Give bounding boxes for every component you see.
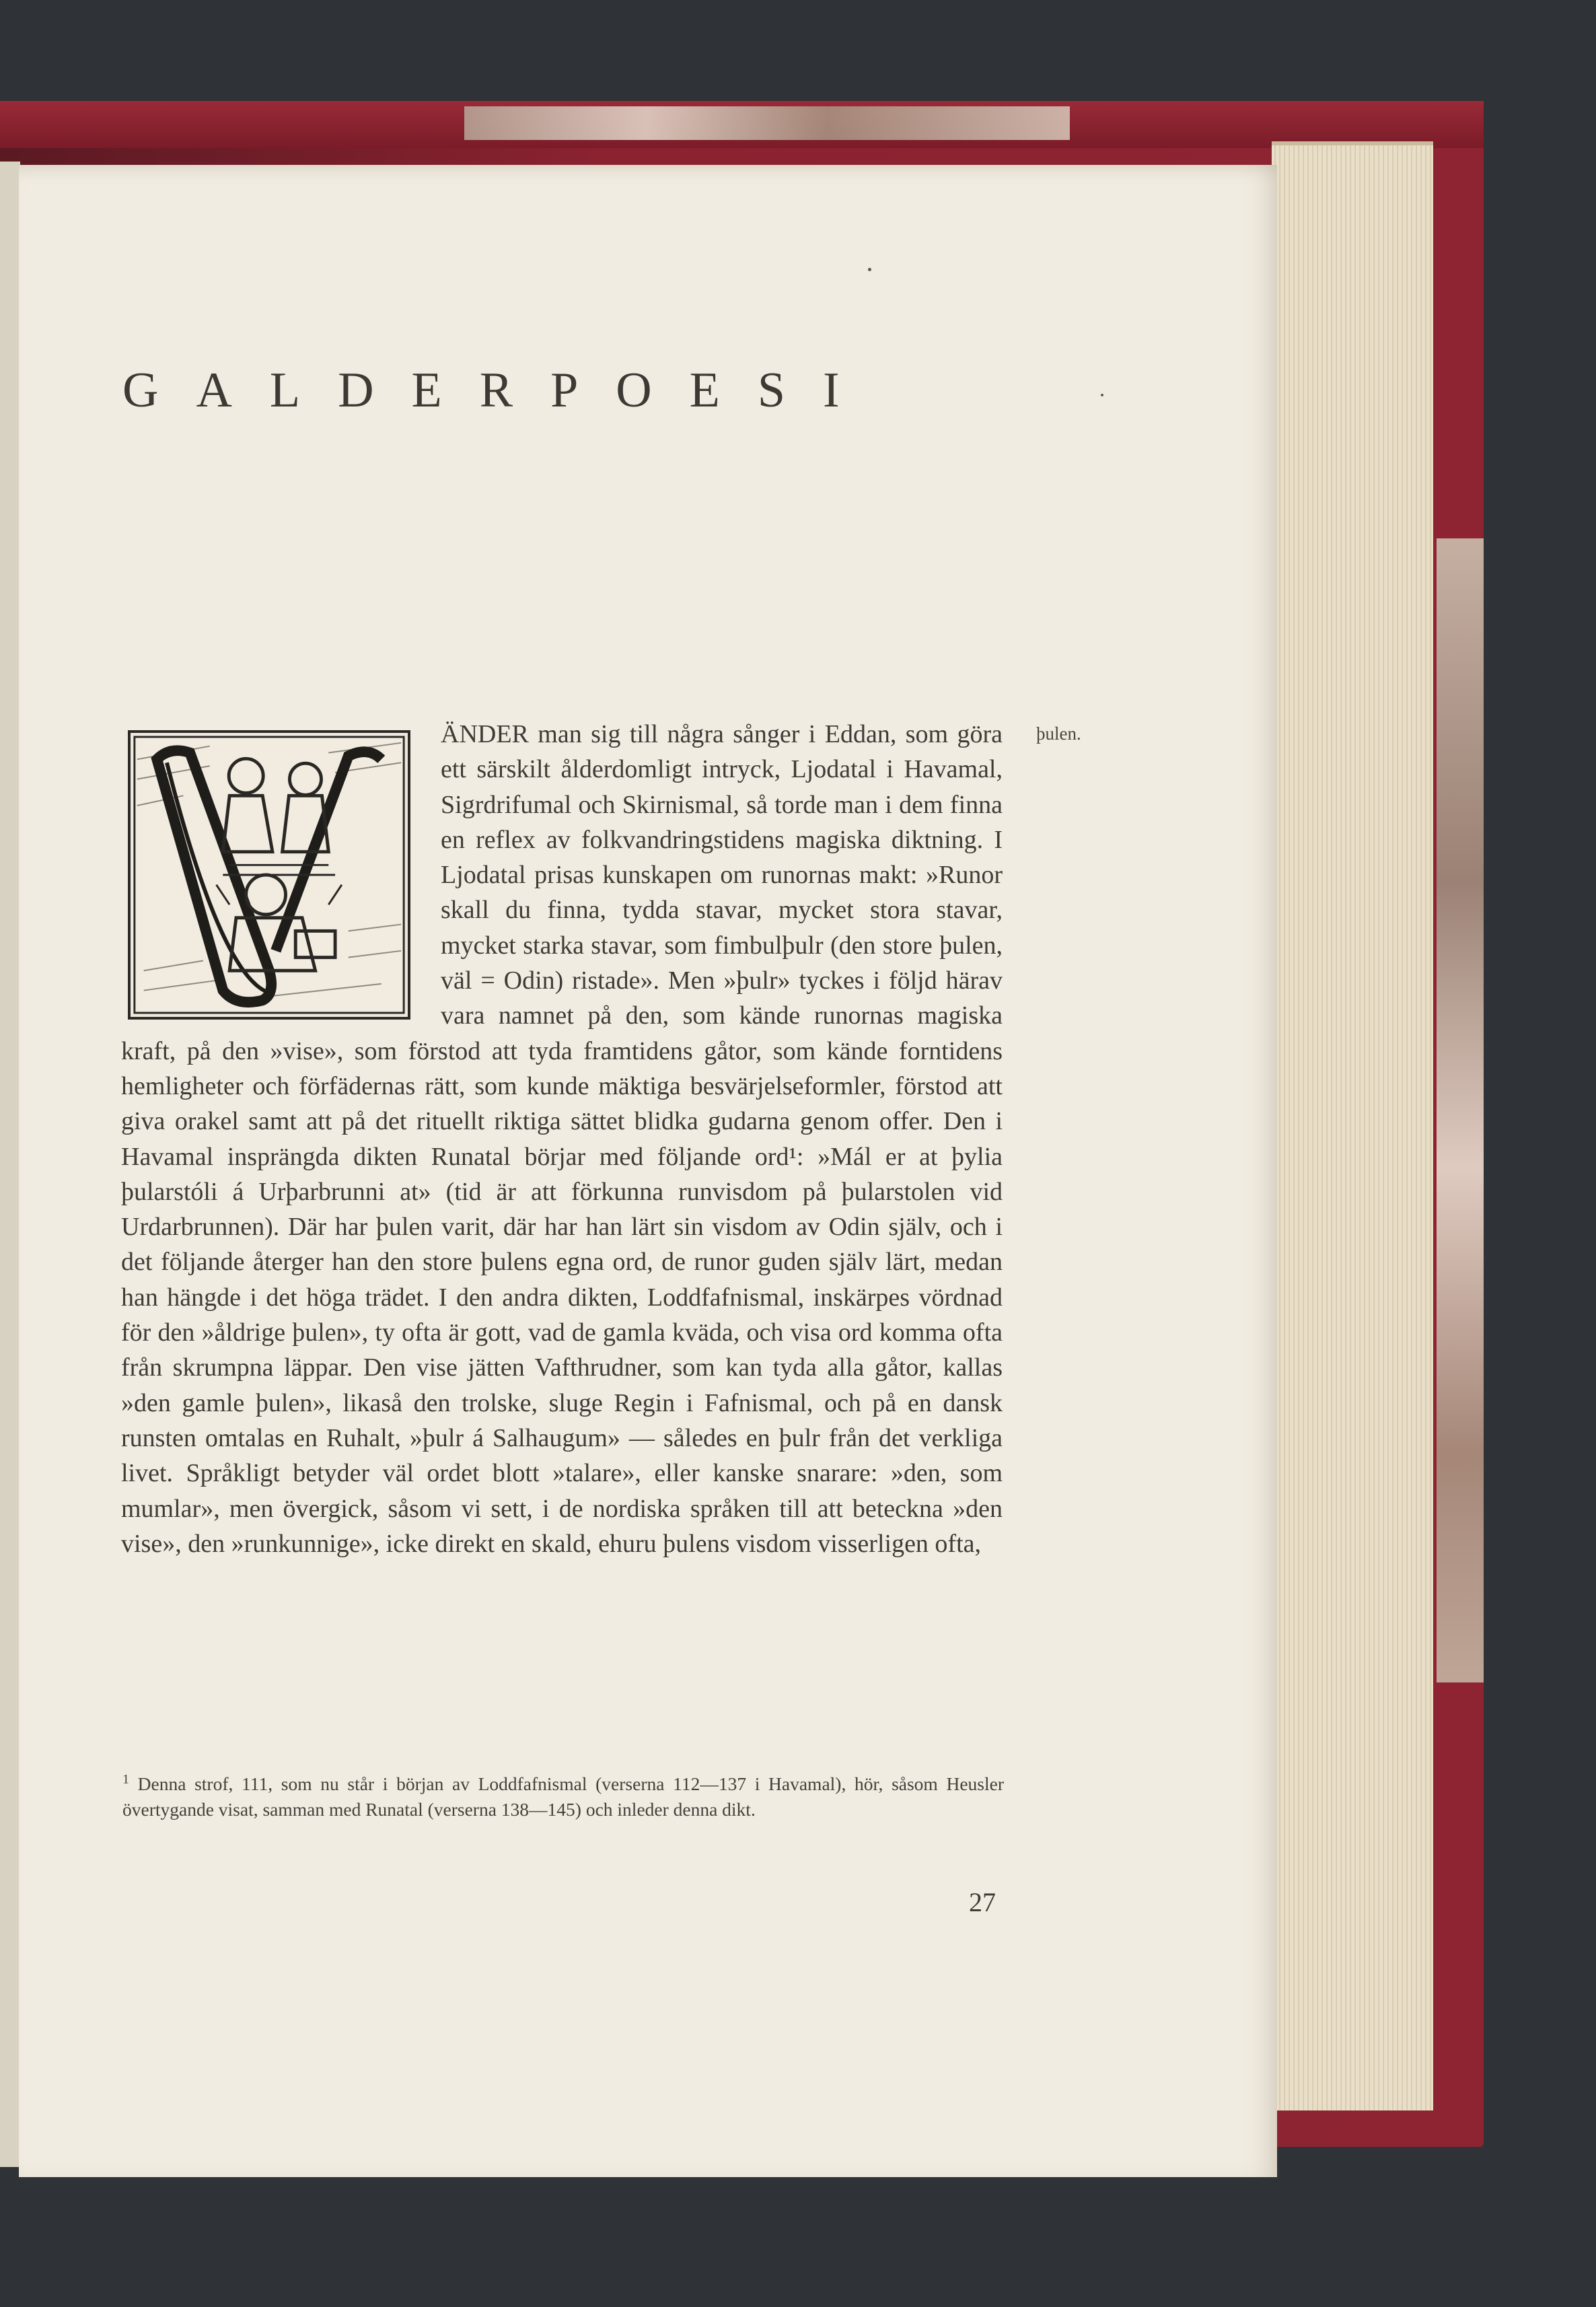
footnote-text: Denna strof, 111, som nu står i början av Loddfafnismal (verserna 112—137 i Havamal), hör, såsom Heusler övertygande visat, samman med Runatal (verserna 138—145) och inleder denna dikt. xyxy=(122,1773,1004,1820)
footnote-marker: 1 xyxy=(122,1772,129,1787)
paper-speck xyxy=(868,268,871,271)
drop-cap-space xyxy=(121,717,441,1020)
page-title: GALDERPOESI xyxy=(122,363,877,418)
footnote xyxy=(122,1767,1004,1822)
marbled-paper-right xyxy=(1437,538,1484,1682)
page-number: 27 xyxy=(969,1887,996,1917)
left-page-edge xyxy=(0,162,20,2167)
main-text xyxy=(121,717,1003,1561)
marbled-paper-top xyxy=(464,106,1070,140)
marginal-note: þulen. xyxy=(1036,723,1081,744)
paper-speck xyxy=(1101,394,1103,396)
page-stack-edge xyxy=(1272,141,1433,2110)
body-paragraph: ÄNDER man sig till några sånger i Eddan, som göra ett särskilt ålderdomligt intryck, Ljodatal i Havamal, Sigrdrifumal och Skirnismal, så torde man i dem finna en reflex av folkvandringstidens magiska diktning. I Ljodatal prisas kunskapen om runornas makt: »Runor skall du finna, tydda stavar, mycket stora stavar, mycket starka stavar, som fimbulþulr (den store þulen, väl = Odin) ristade». Men »þulr» tyckes i följd härav vara namnet på den, som kände runornas magiska kraft, på den »vise», som förstod att tyda framtidens gåtor, som kände forntidens hemligheter och förfädernas rätt, som kunde mäktiga besvärjelseformler, förstod att giva orakel samt att på det rituellt riktiga sättet blidka gudarna genom offer. Den i Havamal insprängda dikten Runatal börjar med följande ord¹: »Mál er at þylia þularstóli á Urþarbrunni at» (tid är att förkunna runvisdom på þularstolen vid Urdarbrunnen). Där har þulen varit, där har han lärt sin visdom av Odin själv, och i det följande återger han den store þulens egna ord, de runor guden själv lärt, medan han hängde i det höga trädet. I den andra dikten, Loddfafnismal, inskärpes vördnad för den »åldrige þulen», ty ofta är gott, vad de gamla kväda, och visa ord komma ofta från skrumpna läppar. Den vise jätten Vafthrudner, som kan tyda alla gåtor, kallas »den gamle þulen», likaså den trolske, sluge Regin i Fafnismal, och på en dansk runsten omtalas en Ruhalt, »þulr á Salhaugum» — således en þulr från det verkliga livet. Språkligt betyder väl ordet blott »talare», eller kanske snarare: »den, som mumlar», men övergick, såsom vi sett, i de nordiska språken till att beteckna »den vise», den »runkunnige», icke direkt en skald, ehuru þulens visdom visserligen ofta, xyxy=(121,720,1003,1558)
